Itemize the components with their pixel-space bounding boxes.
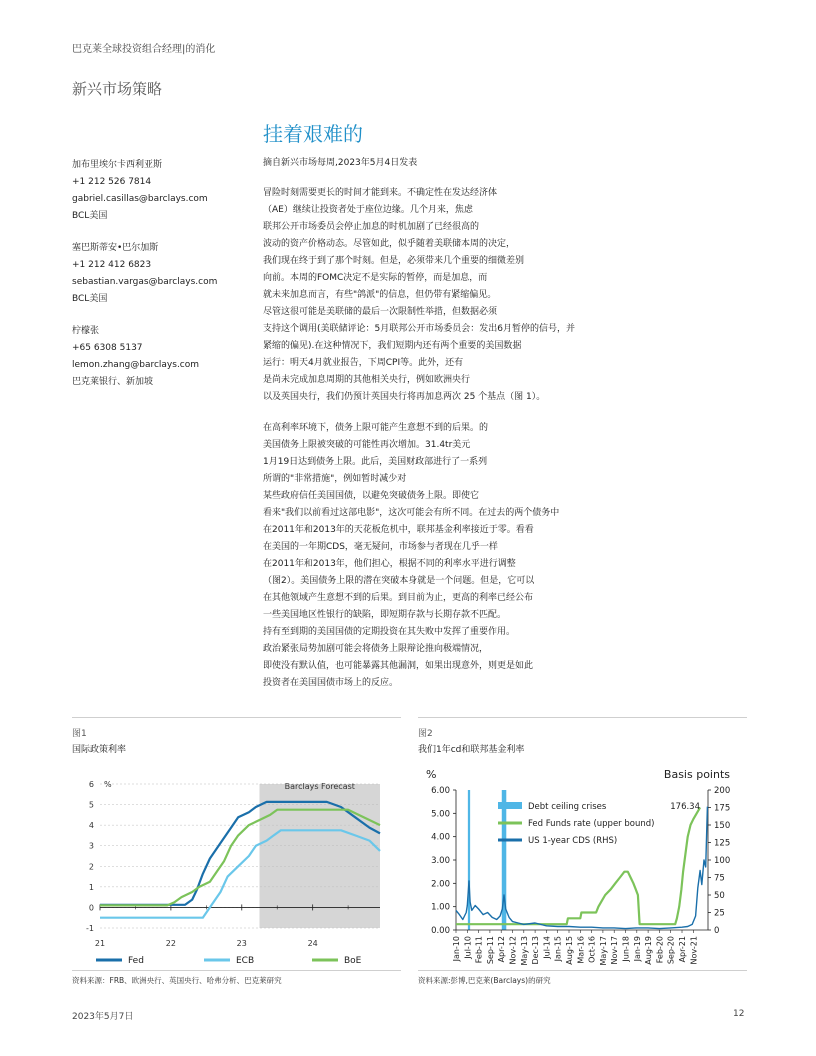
y-right-tick-label: 175 <box>714 803 731 814</box>
x-tick-label: Nov-21 <box>689 936 699 965</box>
paragraph-line: 政治紧张局势加剧可能会将债务上限辩论推向极端情况， <box>263 644 489 654</box>
policy-rates-chart <box>72 764 392 969</box>
x-tick-label: Aug-15 <box>565 936 575 965</box>
author-email[interactable]: gabriel.casillas@barclays.com <box>72 194 208 204</box>
author-name: 塞巴斯蒂安•巴尔加斯 <box>72 243 159 253</box>
y-tick-label: -1 <box>86 924 94 933</box>
legend-label-fed-funds: Fed Funds rate (upper bound) <box>528 819 655 829</box>
paragraph <box>263 420 623 692</box>
x-tick-label: Dec-13 <box>531 936 541 965</box>
paragraph-line: 某些政府信任美国国债，以避免突破债务上限。即使它 <box>263 491 480 501</box>
x-tick-label: 21 <box>94 939 106 948</box>
paragraph-line: 在高利率环境下，债务上限可能产生意想不到的后果。的 <box>263 423 489 433</box>
cds-latest-value-label: 176.34 <box>670 802 700 812</box>
y-axis-left-unit: % <box>426 768 437 781</box>
y-tick-label: 1 <box>88 882 94 892</box>
x-tick-label: 23 <box>236 939 247 948</box>
y-tick-label: 2 <box>88 862 94 872</box>
document-header: 巴克莱全球投资组合经理|的消化 <box>72 44 216 55</box>
paragraph-line: 美国债务上限被突破的可能性再次增加。31.4tr美元 <box>263 440 471 450</box>
author-email[interactable]: lemon.zhang@barclays.com <box>72 360 200 370</box>
y-tick-label: 6 <box>88 780 94 789</box>
paragraph-line: 在2011年和2013年的天花板危机中，联邦基金利率接近于零。看看 <box>263 525 534 535</box>
x-tick-label: Feb-20 <box>655 936 665 964</box>
paragraph-line: 即使没有默认值，也可能暴露其他漏洞，如果出现意外，则更是如此 <box>263 661 534 671</box>
x-tick-label: Nov-12 <box>508 936 518 965</box>
author-phone: +1 212 526 7814 <box>72 177 152 187</box>
section-title: 新兴市场策略 <box>72 80 163 98</box>
paragraph-line: 以及英国央行，我们仍预计英国央行将再加息两次 25 个基点（图 1）。 <box>263 392 546 402</box>
paragraph-line: 所谓的"非常措施"，例如暂时减少对 <box>263 474 407 484</box>
figure-2-source: 资料来源:彭博,巴克莱(Barclays)的研究 <box>418 976 551 985</box>
y-left-tick-label: 1.00 <box>431 902 450 913</box>
paragraph-line: 看来"我们以前看过这部电影"，这次可能会有所不同。在过去的两个债务中 <box>263 508 560 518</box>
x-tick-label: Mar-16 <box>576 936 586 964</box>
author-name: 加布里埃尔卡西利亚斯 <box>72 160 163 170</box>
y-right-tick-label: 100 <box>714 856 731 866</box>
paragraph-line: 紧缩的偏见).在这种情况下，我们短期内还有两个重要的美国数据 <box>263 341 522 351</box>
legend-label-crises: Debt ceiling crises <box>528 802 607 812</box>
paragraph-line: 就未来加息而言，有些"鸽派"的信息，但仍带有紧缩偏见。 <box>263 290 497 300</box>
x-tick-label: Apr-21 <box>678 936 688 963</box>
figure-rule <box>72 717 401 718</box>
x-tick-label: Apr-12 <box>497 936 507 963</box>
paragraph-line: 在2011年和2013年，他们担心，根据不同的利率水平进行调整 <box>263 559 516 569</box>
x-tick-label: Jan-10 <box>452 936 461 962</box>
y-tick-label: 3 <box>88 841 94 851</box>
figure-2-title: 我们1年cd和联邦基金利率 <box>418 745 525 755</box>
legend-label-fed: Fed <box>128 956 144 966</box>
x-tick-label: Aug-19 <box>644 936 654 965</box>
paragraph-line: 尽管这很可能是美联储的最后一次限制性举措，但数据必须 <box>263 307 498 317</box>
x-tick-label: Jul-10 <box>463 936 473 959</box>
figure-rule <box>72 970 401 971</box>
article-body <box>263 155 623 706</box>
footer-date: 2023年5月7日 <box>72 1012 134 1022</box>
author-list <box>72 157 252 406</box>
figure-2-label: 图2 <box>418 729 433 739</box>
paragraph-line: 在美国的一年期CDS，毫无疑问，市场参与者现在几乎一样 <box>263 542 498 552</box>
paragraph-line: 一些美国地区性银行的缺陷，即短期存款与长期存款不匹配。 <box>263 610 507 620</box>
author-org: BCL美国 <box>72 211 108 221</box>
author-org: BCL美国 <box>72 294 108 304</box>
legend-swatch-crises <box>498 802 522 809</box>
x-tick-label: May-17 <box>598 936 608 966</box>
x-tick-label: Jan-19 <box>632 936 642 962</box>
x-tick-label: Oct-16 <box>587 936 597 963</box>
x-tick-label: Sep-11 <box>485 936 495 965</box>
x-tick-label: Sep-20 <box>666 936 676 965</box>
y-left-tick-label: 0.00 <box>431 926 450 936</box>
paragraph-line: 冒险时刻需要更长的时间才能到来。不确定性在发达经济体 <box>263 188 498 198</box>
y-right-tick-label: 150 <box>714 821 731 831</box>
x-tick-label: Jun-18 <box>621 936 631 962</box>
legend-label-cds: US 1-year CDS (RHS) <box>528 836 618 846</box>
forecast-band <box>259 784 380 928</box>
author-card <box>72 240 252 308</box>
paragraph-line: 向前。本周的FOMC决定不是实际的暂停，而是加息，而 <box>263 273 488 283</box>
y-tick-label: 5 <box>88 800 94 810</box>
x-tick-label: Nov-17 <box>610 936 620 965</box>
author-phone: +1 212 412 6823 <box>72 260 152 270</box>
author-card <box>72 157 252 225</box>
y-left-tick-label: 5.00 <box>431 809 450 820</box>
x-tick-label: 22 <box>165 939 176 948</box>
x-tick-label: Jan-15 <box>553 936 563 962</box>
forecast-label: Barclays Forecast <box>284 782 355 791</box>
paragraph-line: 持有至到期的美国国债的定期投资在其失败中发挥了重要作用。 <box>263 627 516 637</box>
article-subhead: 摘自新兴市场每周,2023年5月4日发表 <box>263 158 418 168</box>
paragraph-line: 1月19日达到债务上限。此后，美国财政部进行了一系列 <box>263 457 488 467</box>
legend-label-ecb: ECB <box>236 956 255 966</box>
paragraph <box>263 185 623 406</box>
y-right-tick-label: 75 <box>714 873 725 884</box>
page-number: 12 <box>733 1009 745 1019</box>
y-left-tick-label: 3.00 <box>431 856 450 866</box>
author-name: 柠檬张 <box>72 326 100 336</box>
figure-rule <box>418 717 747 718</box>
paragraph-line: （图2）。美国债务上限的潜在突破本身就是一个问题。但是，它可以 <box>263 576 535 586</box>
article-headline: 挂着艰难的 <box>263 122 363 146</box>
y-axis-right-unit: Basis points <box>663 768 730 781</box>
y-axis-unit: % <box>104 780 112 789</box>
y-right-tick-label: 125 <box>714 838 731 849</box>
y-tick-label: 4 <box>88 821 94 831</box>
figure-1-source: 资料来源：FRB、欧洲央行、英国央行、哈弗分析、巴克莱研究 <box>72 976 282 985</box>
y-right-tick-label: 0 <box>714 926 720 936</box>
x-tick-label: 24 <box>307 939 318 948</box>
y-right-tick-label: 25 <box>714 908 725 919</box>
legend-label-boe: BoE <box>344 956 362 966</box>
y-left-tick-label: 2.00 <box>431 879 450 890</box>
paragraph-line: 是尚未完成加息周期的其他相关央行，例如欧洲央行 <box>263 375 471 385</box>
x-tick-label: Jul-14 <box>542 936 552 959</box>
y-tick-label: 0 <box>88 903 94 913</box>
paragraph-line: 在其他领域产生意想不到的后果。到目前为止，更高的利率已经公布 <box>263 593 534 603</box>
y-right-tick-label: 50 <box>714 891 725 901</box>
paragraph-line: 联邦公开市场委员会停止加息的时机加剧了已经很高的 <box>263 222 480 232</box>
figure-rule <box>418 970 747 971</box>
paragraph-line: 波动的资产价格动态。尽管如此，似乎随着美联储本周的决定， <box>263 239 516 249</box>
y-left-tick-label: 4.00 <box>431 832 450 843</box>
paragraph-line: 支持这个调用(美联储评论：5月联邦公开市场委员会：发出6月暂停的信号，并 <box>263 324 575 334</box>
debt-ceiling-crisis-band <box>468 790 470 930</box>
author-email[interactable]: sebastian.vargas@barclays.com <box>72 277 218 287</box>
paragraph-line: 我们现在终于到了那个时刻。但是，必须带来几个重要的细微差别 <box>263 256 525 266</box>
author-phone: +65 6308 5137 <box>72 343 143 353</box>
y-left-tick-label: 6.00 <box>431 786 450 796</box>
author-card <box>72 323 252 391</box>
author-org: 巴克莱银行、新加坡 <box>72 377 154 387</box>
paragraph-line: （AE）继续让投资者处于座位边缘。几个月来，焦虑 <box>263 205 473 215</box>
paragraph-line: 运行：明天4月就业报告，下周CPI等。此外，还有 <box>263 358 464 368</box>
figure-1-title: 国际政策利率 <box>72 745 127 755</box>
y-right-tick-label: 200 <box>714 786 731 796</box>
figure-1-label: 图1 <box>72 729 87 739</box>
x-tick-label: Feb-11 <box>474 936 484 964</box>
paragraph-line: 投资者在美国国债市场上的反应。 <box>263 678 399 688</box>
x-tick-label: May-13 <box>519 936 529 966</box>
cds-fed-funds-chart <box>418 764 747 969</box>
